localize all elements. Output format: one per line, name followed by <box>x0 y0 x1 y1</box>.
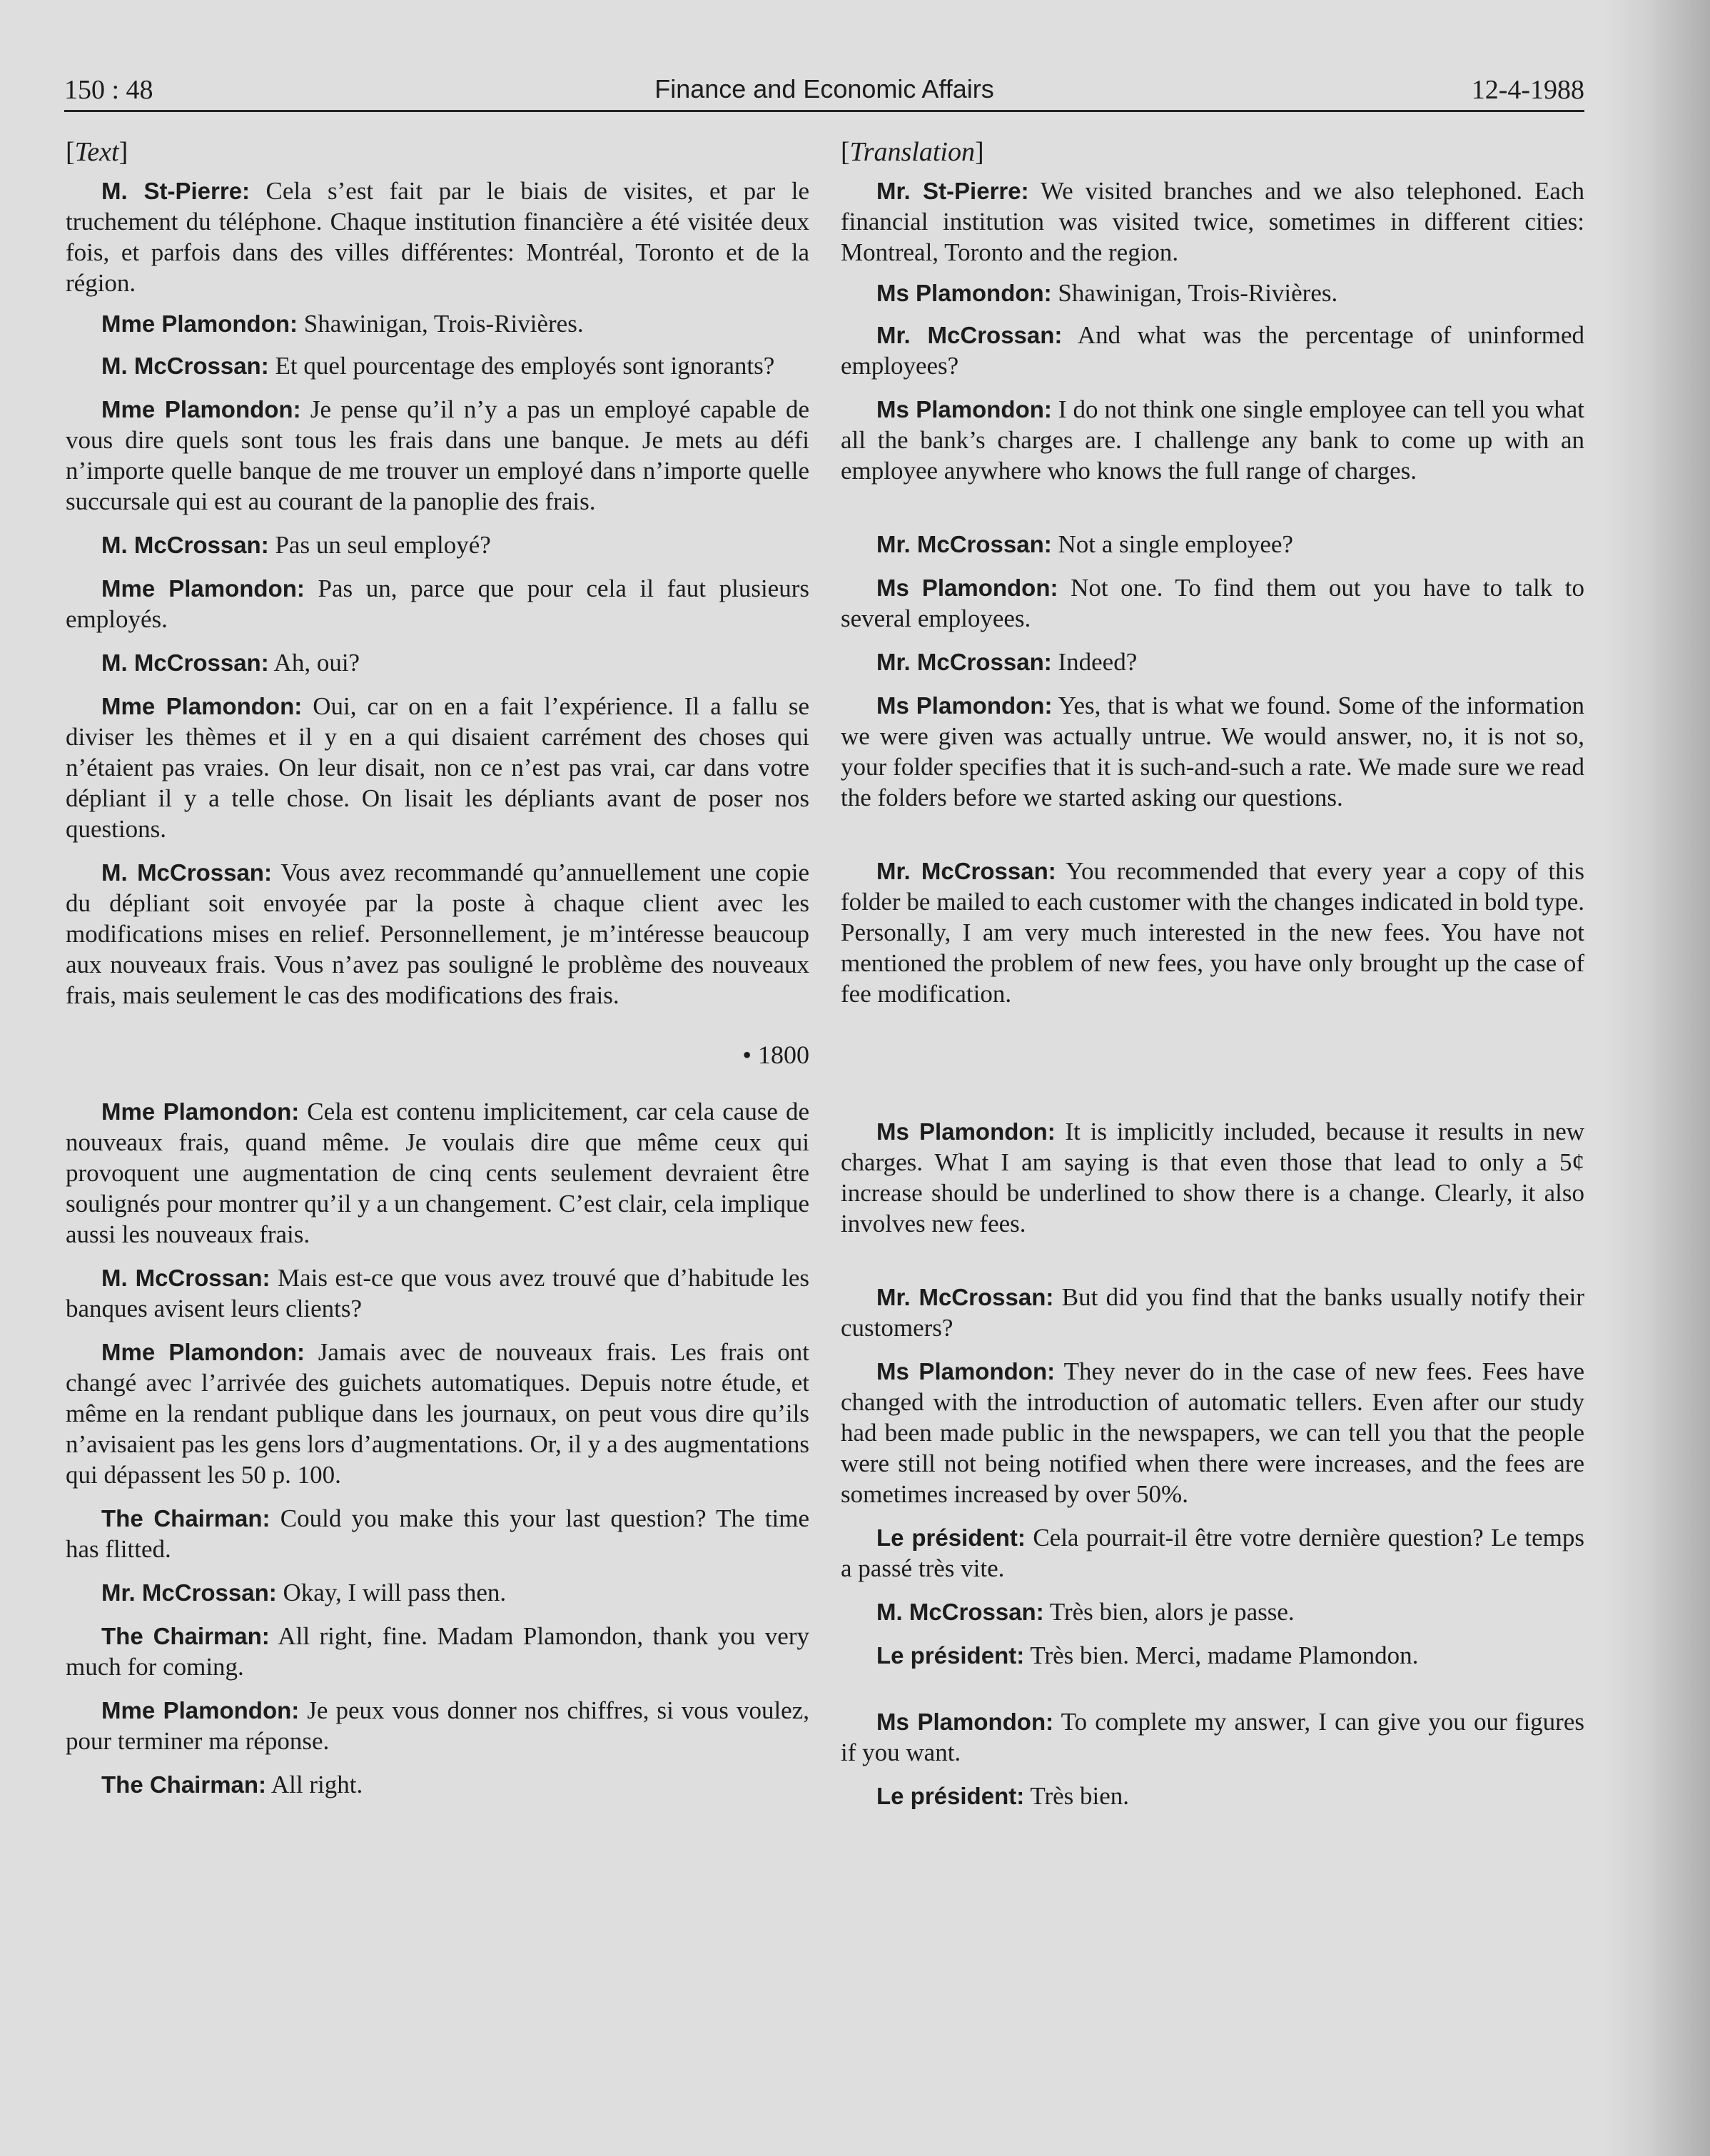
transcript-entry <box>66 691 809 844</box>
speaker-name: Ms Plamondon: <box>876 1358 1056 1385</box>
column-tag: [Translation] <box>841 137 984 167</box>
entry-text: Ah, oui? <box>273 649 360 677</box>
entry-text: To complete my answer, I can give you our figures if you want. <box>841 1708 1584 1766</box>
left-column <box>66 136 809 1813</box>
transcript-entry <box>841 529 1584 560</box>
transcript-entry <box>66 1337 809 1490</box>
entry-text: Très bien, alors je passe. <box>1049 1598 1295 1626</box>
speaker-name: The Chairman: <box>101 1505 270 1532</box>
entry-text: Not one. To find them out you have to talk to several employees. <box>841 574 1584 632</box>
entry-text: Je pense qu’il n’y a pas un employé capable de vous dire quels sont tous les frais dans une banque. Je mets au défi n’importe quelle banque de me trouver un employé dans n’importe quelle succursale qui est au courant de la panoplie des frais. <box>66 395 809 515</box>
speaker-name: Ms Plamondon: <box>876 692 1053 719</box>
transcript-entry <box>66 394 809 517</box>
transcript-entry <box>841 1116 1584 1239</box>
entry-text: Vous avez recommandé qu’annuellement une copie du dépliant soit envoyée par la poste à chaque client avec les modifications mises en relief. Personnellement, je m’intéresse beaucoup aux nouveaux frais. Vous n’avez pas souligné le problème des nouveaux frais, mais seulement le cas des modifications des frais. <box>66 859 809 1009</box>
entry-text: Mais est-ce que vous avez trouvé que d’habitude les banques avisent leurs clients? <box>66 1264 809 1322</box>
entry-text: But did you find that the banks usually notify their customers? <box>841 1283 1584 1342</box>
page-date: 12-4-1988 <box>1471 75 1584 105</box>
page-number: 150 : 48 <box>64 75 153 105</box>
transcript-entry <box>66 530 809 560</box>
entry-text: Could you make this your last question? The time has flitted. <box>66 1504 809 1563</box>
transcript-entry <box>841 176 1584 268</box>
entry-text: Oui, car on en a fait l’expérience. Il a fallu se diviser les thèmes et il y en a qui disaient carrément des choses qui n’étaient pas vraies. On leur disait, non ce n’est pas vrai, car dans votre dépliant il y a telle chose. On lisait les dépliants avant de poser nos questions. <box>66 692 810 843</box>
speaker-name: Le président: <box>876 1783 1025 1809</box>
transcript-entry <box>841 1706 1584 1768</box>
speaker-name: Ms Plamondon: <box>876 280 1052 306</box>
entry-text: We visited branches and we also telephoned. Each financial institution was visited twice, sometimes in different cities: Montreal, Toronto and the region. <box>841 177 1584 266</box>
speaker-name: Ms Plamondon: <box>876 396 1052 422</box>
entry-text: Cela pourrait-il être votre dernière question? Le temps a passé très vite. <box>841 1524 1585 1582</box>
speaker-name: Mr. McCrossan: <box>876 649 1052 675</box>
speaker-name: Mme Plamondon: <box>101 575 305 602</box>
column-tag: [Text] <box>66 137 128 167</box>
transcript-entry <box>841 1282 1584 1343</box>
speaker-name: M. McCrossan: <box>876 1599 1044 1625</box>
speaker-name: M. McCrossan: <box>101 859 272 886</box>
entry-text: It is implicitly included, because it results in new charges. What I am saying is that even those that lead to only a 5¢ increase should be underlined to show there is a change. Clearly, it also involves new fees. <box>841 1118 1585 1238</box>
page-edge-shadow <box>1603 0 1710 2156</box>
transcript-entry <box>841 1640 1584 1671</box>
speaker-name: M. McCrossan: <box>101 353 269 379</box>
transcript-entry <box>66 350 809 381</box>
transcript-entry <box>66 1096 809 1250</box>
entry-text: Jamais avec de nouveaux frais. Les frais ont changé avec l’arrivée des guichets automatiques. Depuis notre étude, et même en la rendant publique dans les journaux, on peut vous dire qu’ils n’avisaient pas les gens lors d’augmentations. Or, il y a des augmentations qui dépassent les 50 p. 100. <box>66 1338 809 1489</box>
speaker-name: M. McCrossan: <box>101 1265 270 1291</box>
transcript-entry <box>841 647 1584 677</box>
transcript-entry <box>66 1695 809 1756</box>
speaker-name: M. St-Pierre: <box>101 178 251 204</box>
transcript-entry <box>841 572 1584 634</box>
speaker-name: Mr. St-Pierre: <box>876 178 1029 204</box>
transcript-entry <box>66 176 809 298</box>
transcript-entry <box>841 856 1584 1009</box>
entry-text: All right. <box>270 1771 363 1798</box>
entry-text: Très bien. Merci, madame Plamondon. <box>1030 1641 1419 1669</box>
speaker-name: M. McCrossan: <box>101 532 269 558</box>
right-column <box>841 136 1584 1824</box>
speaker-name: Mme Plamondon: <box>101 310 298 337</box>
speaker-name: Ms Plamondon: <box>876 1709 1054 1735</box>
speaker-name: Mme Plamondon: <box>101 1098 300 1125</box>
entry-text: All right, fine. Madam Plamondon, thank you very much for coming. <box>66 1622 809 1681</box>
speaker-name: The Chairman: <box>101 1623 270 1649</box>
speaker-name: Mr. McCrossan: <box>876 858 1056 884</box>
speaker-name: The Chairman: <box>101 1771 267 1798</box>
time-marker: • 1800 <box>742 1041 809 1069</box>
entry-text: Cela s’est fait par le biais de visites, et par le truchement du téléphone. Chaque institution financière a été visitée deux fois, et parfois dans des villes différentes: Montréal, Toronto et de la région. <box>66 177 810 297</box>
transcript-entry <box>841 690 1584 813</box>
entry-text: Je peux vous donner nos chiffres, si vous voulez, pour terminer ma réponse. <box>66 1696 809 1755</box>
transcript-entry <box>66 857 809 1011</box>
transcript-entry <box>841 1356 1584 1509</box>
header-rule <box>64 110 1584 112</box>
transcript-entry <box>66 1621 809 1682</box>
speaker-name: Mme Plamondon: <box>101 1339 305 1365</box>
speaker-name: Mme Plamondon: <box>101 1697 300 1724</box>
speaker-name: Mr. McCrossan: <box>876 1284 1054 1310</box>
entry-text: Yes, that is what we found. Some of the information we were given was actually untrue. We would answer, no, it is not so, your folder specifies that it is such-and-such a rate. We made sure we read the folders before we started asking our questions. <box>841 692 1584 811</box>
transcript-entry <box>841 394 1584 486</box>
entry-text: Indeed? <box>1058 648 1138 676</box>
entry-text: Très bien. <box>1030 1782 1130 1810</box>
entry-text: Pas un, parce que pour cela il faut plusieurs employés. <box>66 575 809 633</box>
entry-text: Okay, I will pass then. <box>283 1579 507 1606</box>
entry-text: And what was the percentage of uninformed employees? <box>841 321 1584 380</box>
transcript-entry <box>66 1769 809 1800</box>
transcript-entry <box>841 1781 1584 1811</box>
entry-text: Pas un seul employé? <box>275 531 491 559</box>
transcript-entry <box>66 308 809 339</box>
entry-text: They never do in the case of new fees. Fees have changed with the introduction of automatic tellers. Even after our study had been made public in the newspapers, we can tell you that the people were still not being notified when there were increases, and the fees are sometimes increased by over 50%. <box>841 1357 1584 1508</box>
speaker-name: Le président: <box>876 1642 1025 1669</box>
entry-text: You recommended that every year a copy of this folder be mailed to each customer with the changes indicated in bold type. Personally, I am very much interested in the new fees. You have not mentioned the problem of new fees, you have only brought up the case of fee modification. <box>841 857 1584 1008</box>
transcript-entry <box>66 1503 809 1564</box>
entry-text: Not a single employee? <box>1058 530 1293 558</box>
transcript-entry <box>66 647 809 678</box>
speaker-name: Le président: <box>876 1524 1026 1551</box>
speaker-name: Mme Plamondon: <box>101 693 303 719</box>
transcript-entry <box>66 573 809 634</box>
speaker-name: Mr. McCrossan: <box>876 531 1052 557</box>
transcript-entry <box>841 1596 1584 1627</box>
transcript-entry <box>66 1577 809 1608</box>
transcript-entry <box>841 320 1584 381</box>
transcript-entry <box>841 278 1584 308</box>
entry-text: Cela est contenu implicitement, car cela cause de nouveaux frais, quand même. Je voulais dire que même ceux qui provoquent une augmentation de cinq cents seulement devraient être soulignés pour montrer qu’il y a un changement. C’est clair, cela implique aussi les nouveaux frais. <box>66 1098 809 1248</box>
entry-text: Shawinigan, Trois-Rivières. <box>303 310 584 338</box>
entry-text: I do not think one single employee can tell you what all the bank’s charges are. I challenge any bank to come up with an employee anywhere who knows the full range of charges. <box>841 395 1584 485</box>
transcript-entry <box>66 1262 809 1324</box>
entry-text: Shawinigan, Trois-Rivières. <box>1058 279 1338 307</box>
speaker-name: Ms Plamondon: <box>876 1118 1056 1145</box>
running-title: Finance and Economic Affairs <box>654 74 994 103</box>
entry-text: Et quel pourcentage des employés sont ignorants? <box>275 352 775 380</box>
transcript-entry <box>841 1522 1584 1584</box>
speaker-name: Mr. McCrossan: <box>101 1579 277 1606</box>
speaker-name: Ms Plamondon: <box>876 575 1058 601</box>
speaker-name: Mme Plamondon: <box>101 396 301 422</box>
speaker-name: Mr. McCrossan: <box>876 322 1063 348</box>
page-header <box>64 74 1584 111</box>
speaker-name: M. McCrossan: <box>101 649 269 676</box>
